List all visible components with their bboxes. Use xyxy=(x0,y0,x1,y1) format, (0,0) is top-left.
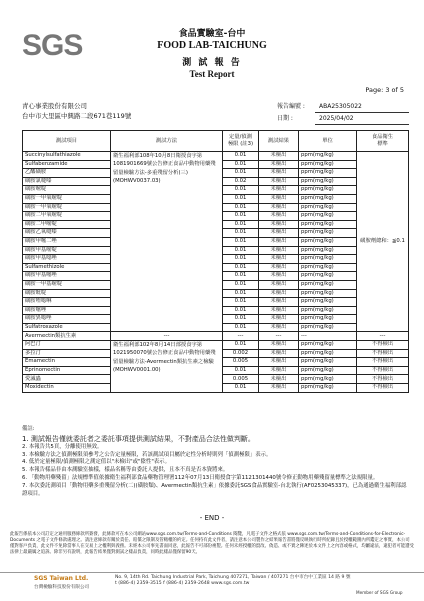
cell-result: 未檢出 xyxy=(259,220,299,229)
cell-unit: ppm(mg/kg) xyxy=(299,203,357,212)
header-loq: 定量/偵測 極限 (註3) xyxy=(223,131,259,152)
cell-loq: 0.005 xyxy=(223,358,259,367)
client-name: 青心事業股份有限公司 xyxy=(22,102,87,110)
cell-unit: ppm(mg/kg) xyxy=(299,255,357,264)
cell-unit: ppm(mg/kg) xyxy=(299,212,357,221)
cell-unit: ppm(mg/kg) xyxy=(299,246,357,255)
cell-loq: 0.01 xyxy=(223,220,259,229)
table-row xyxy=(23,152,409,161)
cell-item: Sulfatroxazole xyxy=(23,323,111,332)
cell-loq: 0.01 xyxy=(223,289,259,298)
cell-loq: 0.01 xyxy=(223,341,259,350)
note-6: 6. 「動物用藥殘留」法規標準值依據衛生福利部食品藥物管理署112年07月13日衛授食字第1121301440號令修正動物用藥殘留量標準之法規限量。 xyxy=(22,474,379,481)
cell-item: 阿巴汀 xyxy=(23,341,111,350)
cell-result: 未檢出 xyxy=(259,255,299,264)
cell-loq: 0.01 xyxy=(223,384,259,393)
cell-method-2: 衛生福利部102年8月14日部授食字第1021950070號公告修正食品中動物用藥殘留量檢驗方法-Avermectin類抗生素之檢驗(MOHWV0001.00) xyxy=(111,341,223,393)
notes-heading: 備註: xyxy=(22,426,35,432)
note-1: 1. 測試報告僅就委託者之委託事項提供測試結果，不對產品合法性做判斷。 xyxy=(22,434,255,443)
cell-standard: 不得檢出 xyxy=(357,341,409,350)
cell-unit: ppm(mg/kg) xyxy=(299,306,357,315)
cell-item: 磺胺異噁唑 xyxy=(23,315,111,324)
cell-unit: ppm(mg/kg) xyxy=(299,298,357,307)
results-table xyxy=(22,130,409,393)
cell-result: 未檢出 xyxy=(259,349,299,358)
cell-item: 磺胺嘧啶 xyxy=(23,186,111,195)
cell-item: 磺胺甲基噁唑 xyxy=(23,255,111,264)
cell-item: 磺胺喹噁啉 xyxy=(23,298,111,307)
cell-unit: ppm(mg/kg) xyxy=(299,358,357,367)
cell-item: Moxidectin xyxy=(23,384,111,393)
cell-item: Eprinomectin xyxy=(23,366,111,375)
cell-loq: 0.01 xyxy=(223,203,259,212)
cell-item: Succinylsulfathiazole xyxy=(23,152,111,161)
cell-loq: 0.01 xyxy=(223,237,259,246)
cell-standard: 不得檢出 xyxy=(357,358,409,367)
cell-standard: --- xyxy=(357,332,409,341)
cell-unit: ppm(mg/kg) xyxy=(299,375,357,384)
cell-unit: ppm(mg/kg) xyxy=(299,220,357,229)
note-5: 5. 本報告樣品非由本測驗室抽樣，樣品名稱等由委託人提供，且本不真是否本資將來。 xyxy=(22,467,229,474)
cell-loq: 0.002 xyxy=(223,349,259,358)
cell-result: 未檢出 xyxy=(259,366,299,375)
cell-item: 磺胺甲噻二唑 xyxy=(23,237,111,246)
cell-result: 未檢出 xyxy=(259,375,299,384)
cell-unit: ppm(mg/kg) xyxy=(299,280,357,289)
cell-result: 未檢出 xyxy=(259,315,299,324)
cell-item: 磺胺二甲氧嘧啶 xyxy=(23,212,111,221)
cell-loq: 0.01 xyxy=(223,246,259,255)
report-number-value: ABA25305022 xyxy=(315,101,409,113)
cell-result: 未檢出 xyxy=(259,169,299,178)
cell-loq: 0.005 xyxy=(223,375,259,384)
legal-disclaimer: 此報告係依本公司訂定之通用服務條款所簽發，此條款可在本公司網站www.sgs.com.tw/Terms-and-Conditions 閱覽，凡電子文件之格式依 www.sgs.com.tw/Terms-and-Conditions-for-Electronic-Documents 之電子文件條款處理之。請注意條款有關於責任、賠償之限制及管轄權的約定。任何持有此文件者，請注意本公司製作之結果報告書將僅反映執行時所紀錄且於授權範圍內所鑑定之事實，本公司僅對客戶負責，此文件不免除當事人在交易上之權利與義務。未經本公司事先書面同意，此報告不可部份複製。任何未經授權的竄改、偽造、或不實之陳述於本文件上之內容或格式，均屬違法，違犯者可能遭受法律上最嚴厲之追訴。除非另有說明，此報告結果僅對測試之樣品負責，同時此樣品僅保留90天。 xyxy=(10,532,414,556)
cell-unit: ppm(mg/kg) xyxy=(299,349,357,358)
header-unit: 單位 xyxy=(299,131,357,152)
cell-item: 磺胺一甲基嘧啶 xyxy=(23,280,111,289)
cell-result: 未檢出 xyxy=(259,212,299,221)
cell-loq: 0.02 xyxy=(223,177,259,186)
cell-unit: ppm(mg/kg) xyxy=(299,160,357,169)
cell-unit: ppm(mg/kg) xyxy=(299,152,357,161)
cell-unit: ppm(mg/kg) xyxy=(299,177,357,186)
cell-loq: 0.01 xyxy=(223,186,259,195)
cell-item: 磺胺二甲嘧啶 xyxy=(23,220,111,229)
cell-unit: ppm(mg/kg) xyxy=(299,384,357,393)
cell-item: 乙醯磺胺 xyxy=(23,169,111,178)
report-date-value: 2025/04/02 xyxy=(315,113,409,125)
cell-result: 未檢出 xyxy=(259,280,299,289)
client-block xyxy=(22,101,131,121)
cell-result: 未檢出 xyxy=(259,323,299,332)
cell-result: 未檢出 xyxy=(259,272,299,281)
footer-phone-line: t (886-4) 2359-3515 f (886-4) 2359-2648 www.sgs.com.tw xyxy=(115,581,250,586)
note-3: 3. 本檢驗方法之偵測極限須參考之公告定量極限，若該測試項目屬於定性分析時則列「偵測極限」表示。 xyxy=(22,451,272,458)
report-date-row xyxy=(277,113,409,125)
cell-unit: ppm(mg/kg) xyxy=(299,263,357,272)
cell-result: 未檢出 xyxy=(259,237,299,246)
cell-item: 愛滅蟲 xyxy=(23,375,111,384)
cell-result: 未檢出 xyxy=(259,203,299,212)
cell-loq: 0.01 xyxy=(223,160,259,169)
footer-address xyxy=(115,575,350,587)
report-number-label: 報告編號 : xyxy=(277,103,305,110)
cell-result: 未檢出 xyxy=(259,358,299,367)
footer-company-en: SGS Taiwan Ltd. xyxy=(34,575,89,582)
cell-result: 未檢出 xyxy=(259,194,299,203)
cell-item: 磺胺噻唑 xyxy=(23,306,111,315)
cell-loq: 0.01 xyxy=(223,152,259,161)
cell-item: 磺胺一甲氧嘧啶 xyxy=(23,194,111,203)
cell-loq: 0.01 xyxy=(223,263,259,272)
cell-standard: 不得檢出 xyxy=(357,349,409,358)
header-method: 測試方法 xyxy=(111,131,223,152)
cell-item: 磺胺一甲氧嘧啶 xyxy=(23,203,111,212)
header-item: 測試項目 xyxy=(23,131,111,152)
cell-item: 磺胺乙氧噠嗪 xyxy=(23,229,111,238)
note-2: 2. 本報告共5頁，分離使用無效。 xyxy=(22,443,103,450)
cell-unit: ppm(mg/kg) xyxy=(299,169,357,178)
cell-unit: ppm(mg/kg) xyxy=(299,323,357,332)
cell-result: 未檢出 xyxy=(259,229,299,238)
cell-loq: 0.01 xyxy=(223,298,259,307)
cell-item: Sulfabenzamide xyxy=(23,160,111,169)
end-marker: - END - xyxy=(199,514,225,522)
table-row xyxy=(23,341,409,350)
cell-loq: 0.01 xyxy=(223,306,259,315)
cell-result: 未檢出 xyxy=(259,384,299,393)
note-7: 7. 本次委託測項目「動物用藥多重殘留分析(二)(磺胺類)、Avermectin類抗生素」依據委託SGS食品實驗室-台北執行(AF0253045337)，已為通過衛生福利部認證項目。 xyxy=(22,482,407,497)
cell-result: 未檢出 xyxy=(259,341,299,350)
table-header-row xyxy=(23,131,409,152)
header-standard: 食品衛生 標準 xyxy=(357,131,409,152)
cell-item: 磺胺甲基嘧啶 xyxy=(23,246,111,255)
cell-loq: 0.01 xyxy=(223,280,259,289)
note-4: 4. 低於定量極限/偵測極限之測定值以"未檢出"或"陰性"表示。 xyxy=(22,459,170,466)
cell-standard: 不得檢出 xyxy=(357,384,409,393)
cell-standard: 不得檢出 xyxy=(357,375,409,384)
footer-company-cn: 台灣檢驗科技股份有限公司 xyxy=(34,585,90,590)
cell-unit: --- xyxy=(299,332,357,341)
cell-result: 未檢出 xyxy=(259,263,299,272)
notes-section xyxy=(22,426,408,498)
report-title-cn: 測 試 報 告 xyxy=(182,58,242,68)
footer-member: Member of SGS Group xyxy=(356,590,403,595)
cell-standard-remark: 磺胺劑總和：≦0.1 xyxy=(357,152,409,332)
cell-loq: --- xyxy=(223,332,259,341)
cell-result: 未檢出 xyxy=(259,186,299,195)
cell-result: 未檢出 xyxy=(259,306,299,315)
header-result: 測試結果 xyxy=(259,131,299,152)
cell-unit: ppm(mg/kg) xyxy=(299,341,357,350)
cell-unit: ppm(mg/kg) xyxy=(299,272,357,281)
report-number-row xyxy=(277,101,409,113)
cell-loq: 0.01 xyxy=(223,323,259,332)
cell-item: Emamectin xyxy=(23,358,111,367)
table-row xyxy=(23,332,409,341)
cell-loq: 0.01 xyxy=(223,169,259,178)
lab-title-en: FOOD LAB-TAICHUNG xyxy=(157,40,267,51)
cell-unit: ppm(mg/kg) xyxy=(299,194,357,203)
cell-result: 未檢出 xyxy=(259,289,299,298)
cell-unit: ppm(mg/kg) xyxy=(299,289,357,298)
cell-result: 未檢出 xyxy=(259,177,299,186)
cell-item: 磺胺甲基噻唑 xyxy=(23,272,111,281)
client-address: 台中市大里區中興路二段671巷119號 xyxy=(22,112,132,120)
cell-item: Avermectin類抗生素 xyxy=(23,332,111,341)
cell-loq: 0.01 xyxy=(223,272,259,281)
cell-result: 未檢出 xyxy=(259,298,299,307)
cell-loq: 0.01 xyxy=(223,366,259,375)
cell-loq: 0.01 xyxy=(223,255,259,264)
cell-result: 未檢出 xyxy=(259,246,299,255)
cell-loq: 0.01 xyxy=(223,315,259,324)
cell-loq: 0.01 xyxy=(223,229,259,238)
cell-standard: 不得檢出 xyxy=(357,366,409,375)
cell-loq: 0.01 xyxy=(223,194,259,203)
logo-text: SGS xyxy=(22,29,83,62)
cell-item: Sulfamethizole xyxy=(23,263,111,272)
cell-unit: ppm(mg/kg) xyxy=(299,366,357,375)
footer-address-line: No. 9, 14th Rd. Taichung Industrial Park, Taichung 407271, Taiwan / 407271 台中市台中工業區 14 路 9 號 xyxy=(115,575,351,580)
cell-unit: ppm(mg/kg) xyxy=(299,186,357,195)
cell-result: --- xyxy=(259,332,299,341)
cell-method-1: 衛生福利部108年10月8日衛授食字第1081901669號公告修正食品中動物用藥殘留量檢驗方法-多重殘留分析(三)(MOHWV0037.03) xyxy=(111,152,223,332)
report-date-label: 日期 : xyxy=(277,115,293,122)
lab-title-cn: 食品實驗室-台中 xyxy=(178,29,246,39)
report-title-en: Test Report xyxy=(189,69,235,79)
cell-result: 未檢出 xyxy=(259,152,299,161)
cell-result: 未檢出 xyxy=(259,160,299,169)
cell-item: 磺胺氯噠嗪 xyxy=(23,177,111,186)
cell-item: 磺胺吡啶 xyxy=(23,289,111,298)
report-info xyxy=(277,101,409,125)
cell-unit: ppm(mg/kg) xyxy=(299,237,357,246)
cell-unit: ppm(mg/kg) xyxy=(299,315,357,324)
cell-method-blank: --- xyxy=(111,332,223,341)
cell-loq: 0.01 xyxy=(223,212,259,221)
cell-item: 多拉汀 xyxy=(23,349,111,358)
page-number: Page: 3 of 5 xyxy=(365,86,404,94)
cell-unit: ppm(mg/kg) xyxy=(299,229,357,238)
